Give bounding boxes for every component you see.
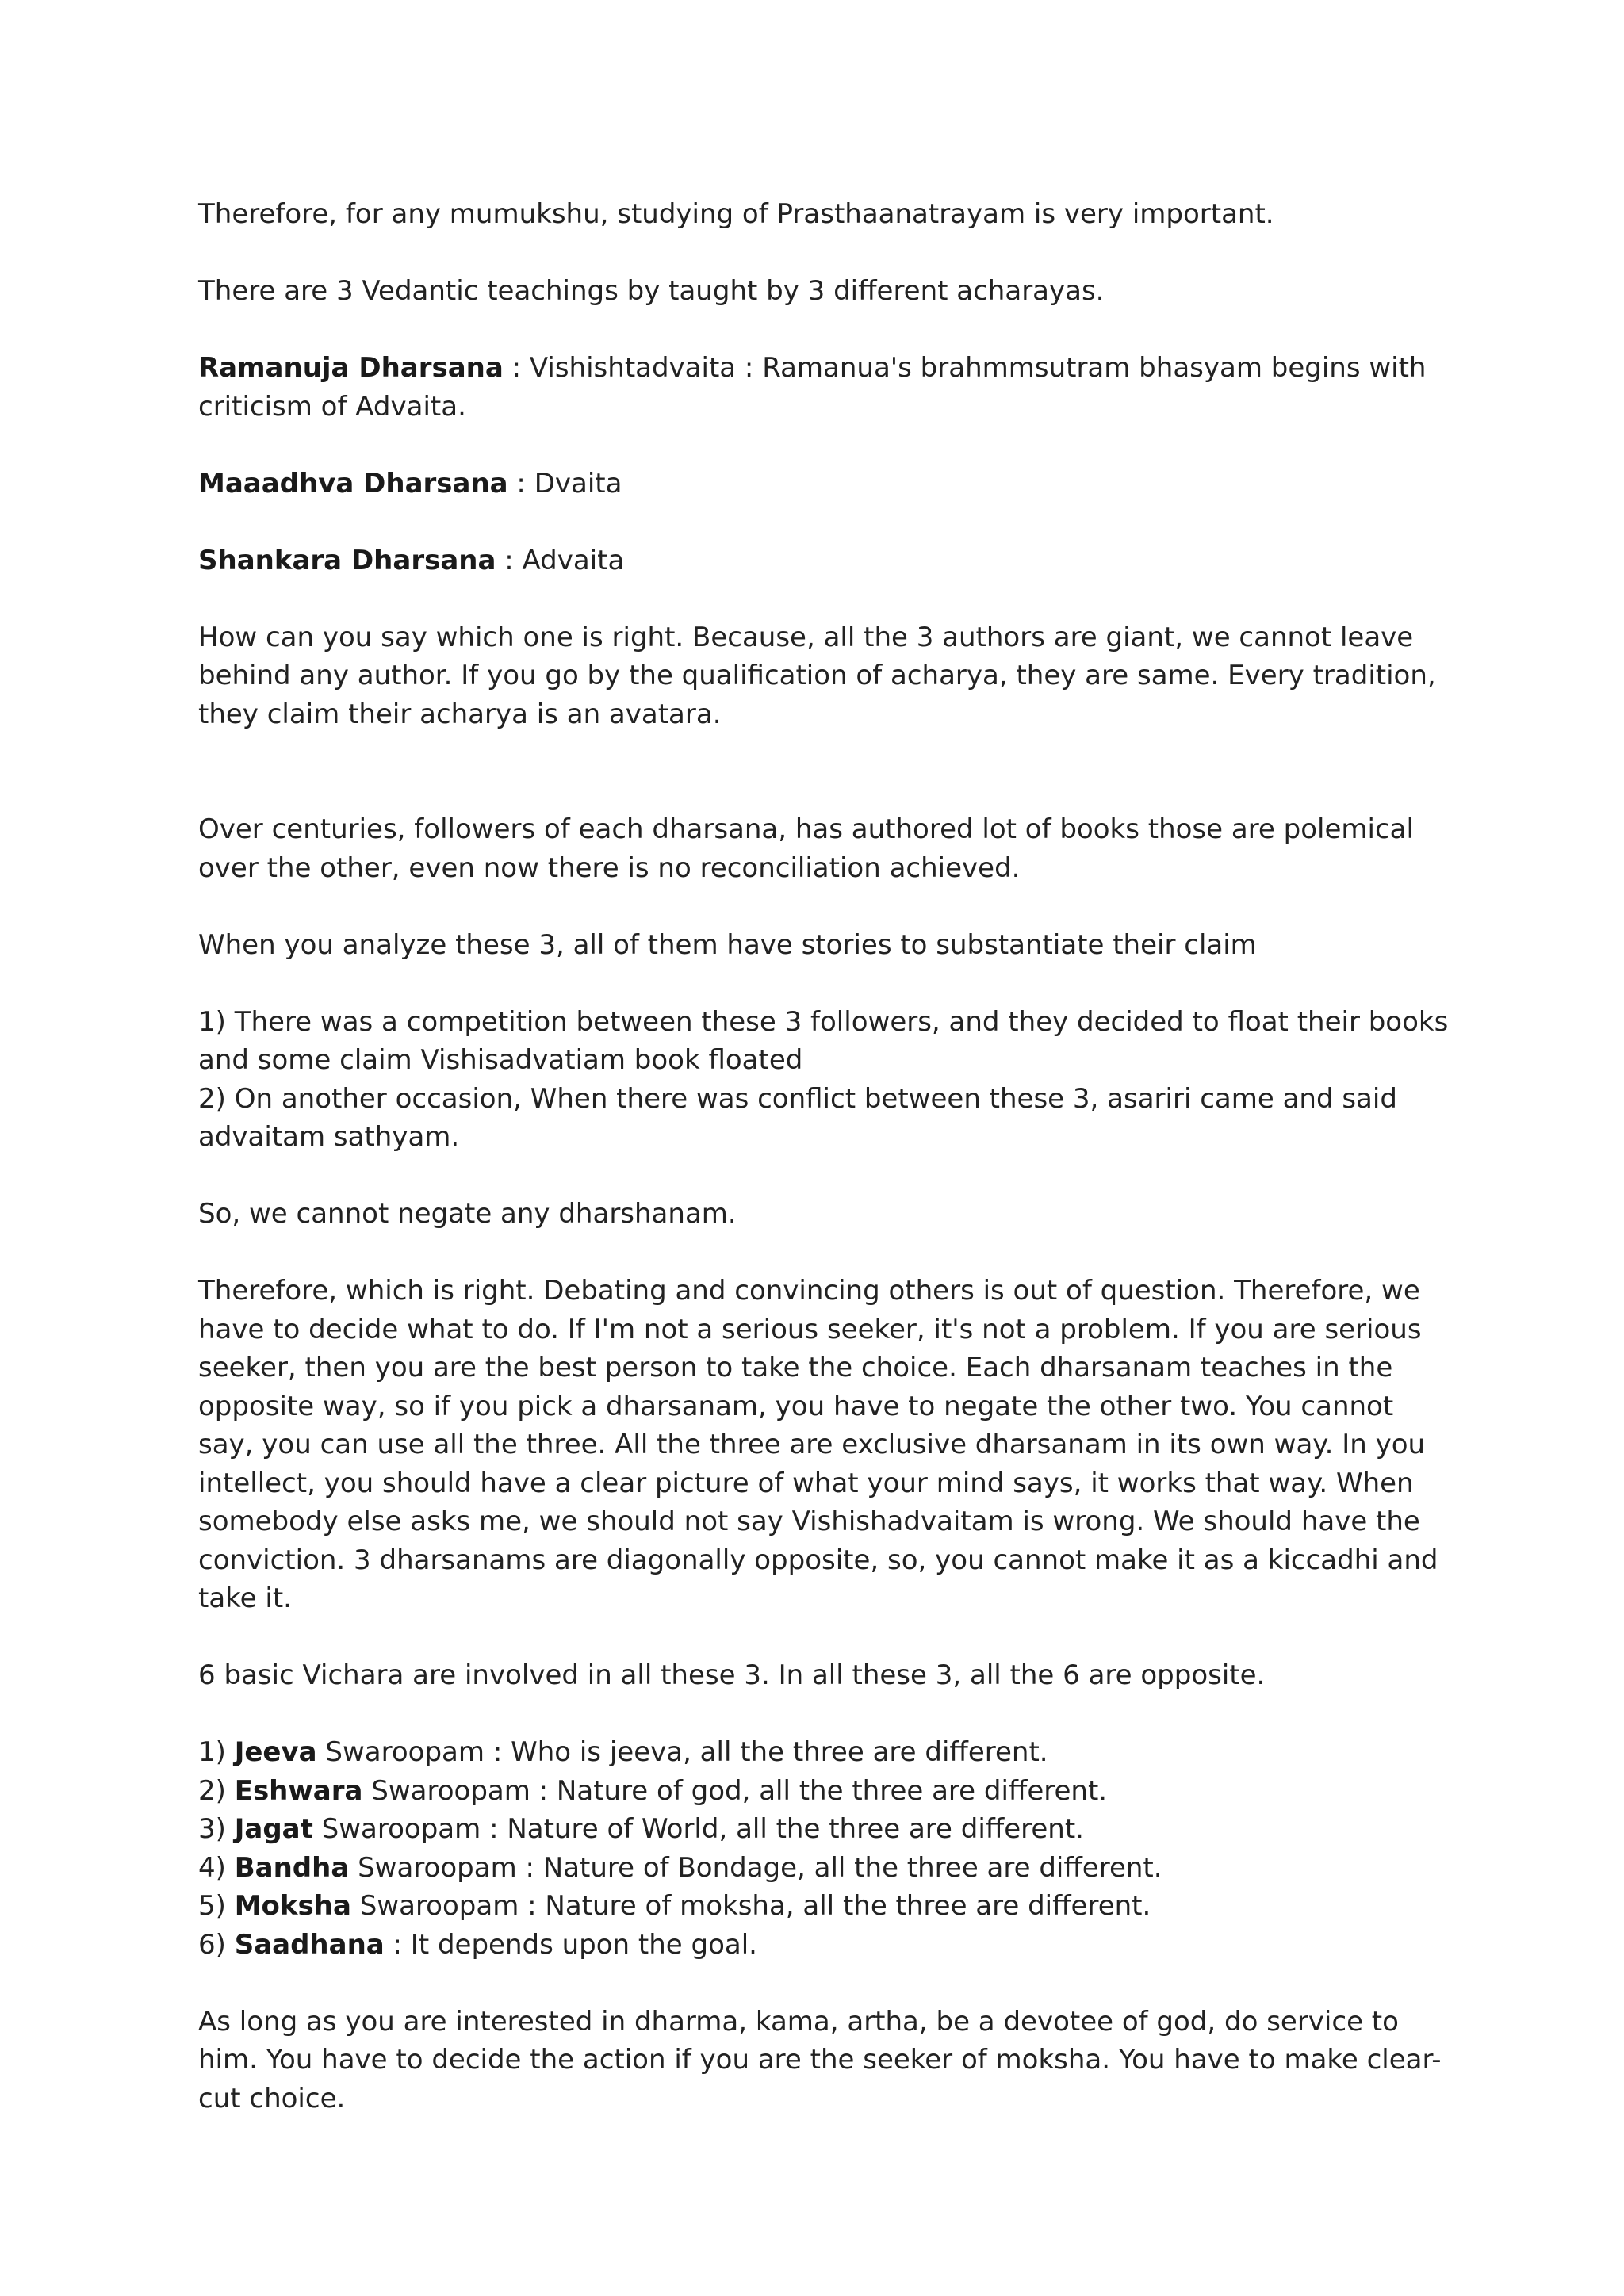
ramanuja-description: : Vishishtadvaita : Ramanua's brahmmsutram bhasyam begins with criticism of Advaita.: [198, 352, 1427, 423]
list-item: 1) Jeeva Swaroopam : Who is jeeva, all the three are different.: [198, 1736, 1048, 1768]
paragraph-maaadhva: [198, 465, 1451, 503]
maaadhva-description: : Dvaita: [508, 467, 622, 499]
paragraph-analyze: When you analyze these 3, all of them have stories to substantiate their claim: [198, 928, 1257, 961]
paragraph-which-is-right: How can you say which one is right. Because, all the 3 authors are giant, we cannot leave behind any author. If you go by the qualification of acharya, they are same. Every tradition, they claim their acharya is an avatara.: [198, 621, 1436, 730]
paragraph-stories: [198, 1003, 1451, 1157]
story-item-2: 2) On another occasion, When there was conflict between these 3, asariri came and said advaitam sathyam.: [198, 1082, 1397, 1153]
list-item: 5) Moksha Swaroopam : Nature of moksha, all the three are different.: [198, 1890, 1151, 1922]
paragraph-cannot-negate: So, we cannot negate any dharshanam.: [198, 1198, 737, 1230]
paragraph-six-vichara: 6 basic Vichara are involved in all these 3. In all these 3, all the 6 are opposite.: [198, 1659, 1266, 1691]
term-maaadhva-dharsana: Maaadhva Dharsana: [198, 467, 508, 499]
list-item: 4) Bandha Swaroopam : Nature of Bondage, all the three are different.: [198, 1851, 1162, 1884]
paragraph-prasthaanatrayam: Therefore, for any mumukshu, studying of Prasthaanatrayam is very important.: [198, 198, 1274, 230]
paragraph-over-centuries: Over centuries, followers of each dharsana, has authored lot of books those are polemical over the other, even now there is no reconciliation achieved.: [198, 813, 1414, 884]
paragraph-ramanuja: [198, 349, 1451, 426]
paragraph-which-right-debate: Therefore, which is right. Debating and convincing others is out of question. Therefore, we have to decide what to do. If I'm not a serious seeker, it's not a problem. If you are serious seeker, then you are the best person to take the choice. Each dharsanam teaches in the opposite way, so if you pick a dharsanam, you have to negate the other two. You cannot say, you can use all the three. All the three are exclusive dharsanam in its own way. In you intellect, you should have a clear picture of what your mind says, it works that way. When somebody else asks me, we should not say Vishishadvaitam is wrong. We should have the conviction. 3 dharsanams are diagonally opposite, so, you cannot make it as a kiccadhi and take it.: [198, 1275, 1438, 1614]
paragraph-vedantic-teachings: There are 3 Vedantic teachings by taught by 3 different acharayas.: [198, 275, 1105, 307]
story-item-1: 1) There was a competition between these 3 followers, and they decided to float their books and some claim Vishisadvatiam book floated: [198, 1005, 1449, 1076]
vichara-list: [198, 1733, 1451, 1964]
list-item: 3) Jagat Swaroopam : Nature of World, all the three are different.: [198, 1813, 1084, 1845]
paragraph-closing: As long as you are interested in dharma, kama, artha, be a devotee of god, do service to him. You have to decide the action if you are the seeker of moksha. You have to make clear-cut choice.: [198, 2005, 1442, 2114]
paragraph-shankara: [198, 541, 1451, 580]
list-item: 2) Eshwara Swaroopam : Nature of god, all the three are different.: [198, 1774, 1108, 1807]
document-body: [198, 195, 1451, 2156]
blank-line: [198, 772, 1451, 811]
term-shankara-dharsana: Shankara Dharsana: [198, 544, 496, 576]
term-ramanuja-dharsana: Ramanuja Dharsana: [198, 352, 504, 384]
list-item: 6) Saadhana : It depends upon the goal.: [198, 1928, 757, 1961]
shankara-description: : Advaita: [496, 544, 625, 576]
